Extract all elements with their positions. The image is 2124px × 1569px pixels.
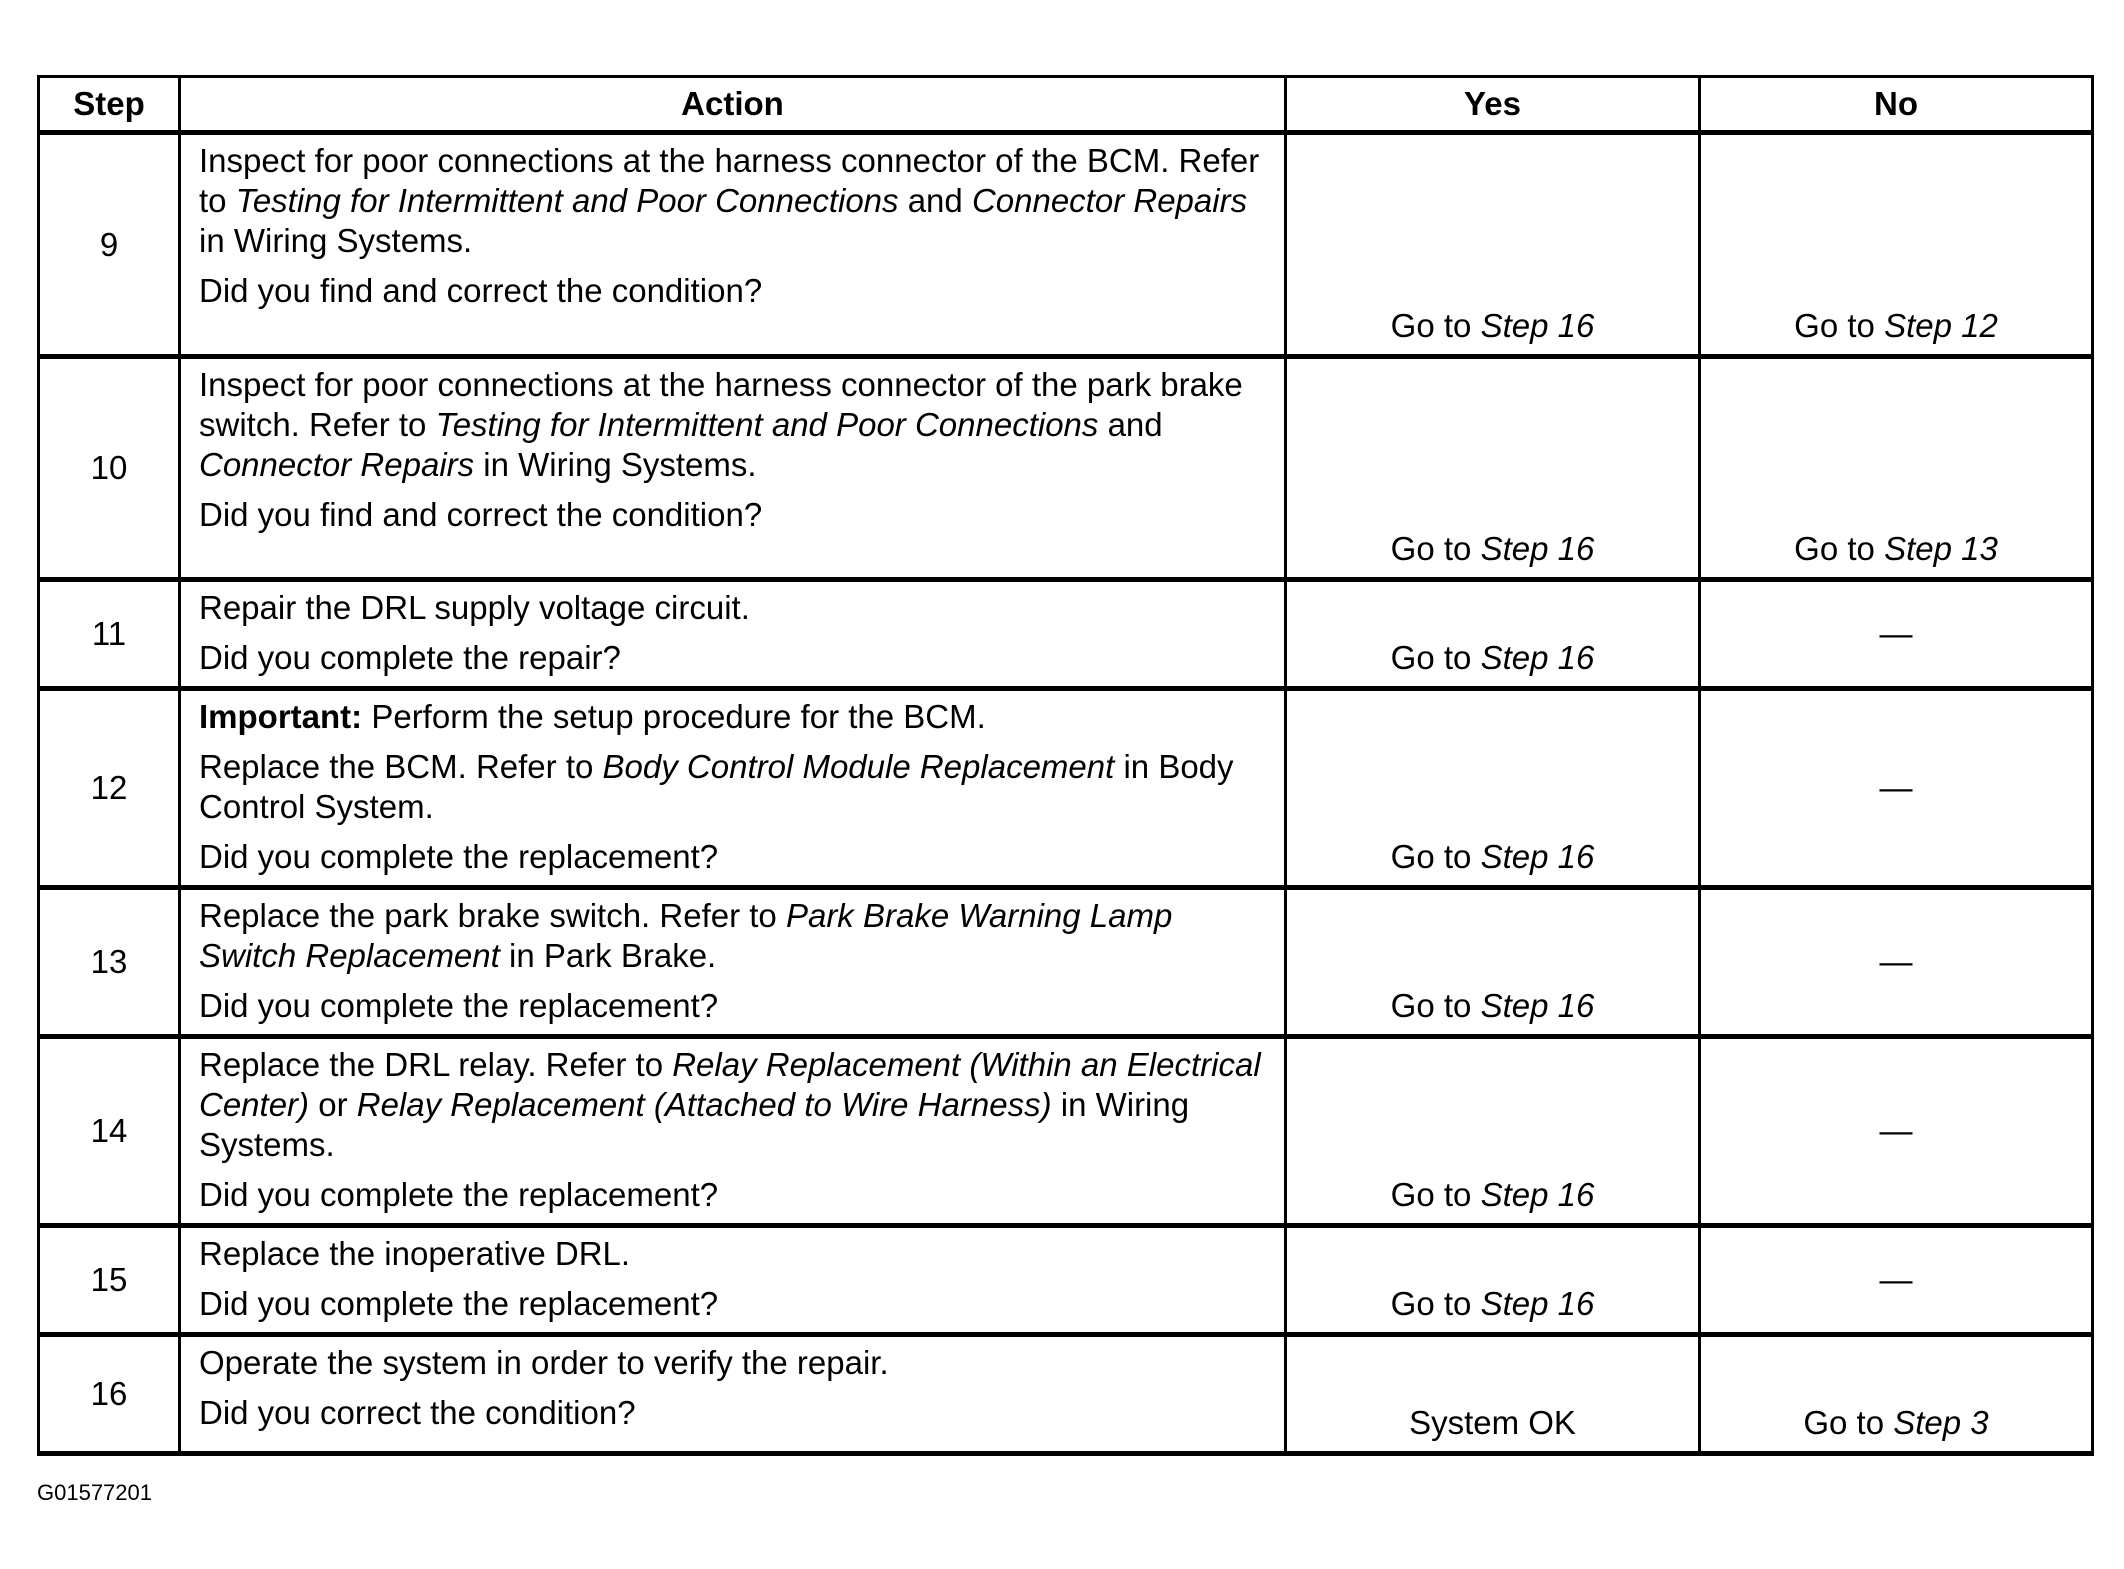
result-text: Go to xyxy=(1390,530,1481,567)
step-number: 13 xyxy=(39,888,180,1037)
table-row xyxy=(39,357,2093,580)
no-result-text xyxy=(1701,529,2091,569)
action-cell xyxy=(180,357,1286,580)
action-paragraph xyxy=(199,495,1270,535)
action-text: Replace the park brake switch. Refer to xyxy=(199,897,786,934)
action-paragraph xyxy=(199,1234,1270,1274)
result-text: Go to xyxy=(1390,307,1481,344)
action-text: Operate the system in order to verify the repair. xyxy=(199,1344,889,1381)
action-text: Did you complete the replacement? xyxy=(199,838,719,875)
result-text: Go to xyxy=(1390,1176,1481,1213)
action-cell xyxy=(180,1226,1286,1335)
action-paragraph xyxy=(199,896,1270,976)
step-number: 14 xyxy=(39,1037,180,1226)
result-text: Step 16 xyxy=(1480,987,1595,1024)
no-result-cell xyxy=(1700,1335,2093,1454)
table-row xyxy=(39,133,2093,357)
no-result-cell xyxy=(1700,689,2093,888)
action-text: Did you correct the condition? xyxy=(199,1394,636,1431)
header-step: Step xyxy=(39,77,180,133)
action-text: Body Control Module Replacement xyxy=(602,748,1115,785)
no-result-cell xyxy=(1700,357,2093,580)
action-paragraph xyxy=(199,588,1270,628)
action-text: Connector Repairs xyxy=(199,446,475,483)
action-text: in Park Brake. xyxy=(499,937,717,974)
no-result-cell xyxy=(1700,580,2093,689)
action-paragraph xyxy=(199,638,1270,678)
result-text: Step 16 xyxy=(1480,639,1595,676)
not-applicable-dash: — xyxy=(1879,1261,1913,1298)
table-row xyxy=(39,1226,2093,1335)
action-paragraph xyxy=(199,986,1270,1026)
action-text: Connector Repairs xyxy=(971,182,1248,219)
not-applicable-dash: — xyxy=(1879,769,1913,806)
action-paragraph xyxy=(199,271,1270,311)
action-cell xyxy=(180,1037,1286,1226)
action-text: Did you complete the replacement? xyxy=(199,1285,719,1322)
no-result-text xyxy=(1701,306,2091,346)
action-paragraph xyxy=(199,1393,1270,1433)
not-applicable-dash: — xyxy=(1879,943,1913,980)
yes-result-text xyxy=(1287,837,1698,877)
action-text: Replace the inoperative DRL. xyxy=(199,1235,631,1272)
yes-result-text xyxy=(1287,1284,1698,1324)
not-applicable-dash: — xyxy=(1879,1112,1913,1149)
action-paragraph xyxy=(199,1343,1270,1383)
step-number: 9 xyxy=(39,133,180,357)
yes-result-text xyxy=(1287,986,1698,1026)
action-text: or xyxy=(309,1086,357,1123)
action-cell xyxy=(180,133,1286,357)
action-text: Replace the BCM. Refer to xyxy=(199,748,603,785)
header-yes: Yes xyxy=(1286,77,1700,133)
yes-result-text xyxy=(1287,1175,1698,1215)
action-cell xyxy=(180,580,1286,689)
header-action: Action xyxy=(180,77,1286,133)
result-text: Step 16 xyxy=(1480,838,1595,875)
action-text: Testing for Intermittent and Poor Connections xyxy=(235,182,899,219)
action-text: Inspect for poor connections at the harness connector of the park brake switch. Refer to xyxy=(199,366,1243,443)
yes-result-cell xyxy=(1286,1335,1700,1454)
yes-result-cell xyxy=(1286,357,1700,580)
yes-result-text xyxy=(1287,529,1698,569)
action-text: Important: xyxy=(199,698,363,735)
action-paragraph xyxy=(199,697,1270,737)
table-header-row xyxy=(39,77,2093,133)
yes-result-cell xyxy=(1286,1226,1700,1335)
action-text: Did you complete the replacement? xyxy=(199,987,719,1024)
result-text: Step 12 xyxy=(1884,307,1998,344)
table-row xyxy=(39,888,2093,1037)
action-text: Perform the setup procedure for the BCM. xyxy=(362,698,986,735)
result-text: Go to xyxy=(1794,530,1885,567)
yes-result-cell xyxy=(1286,888,1700,1037)
action-paragraph xyxy=(199,747,1270,827)
action-paragraph xyxy=(199,365,1270,485)
action-paragraph xyxy=(199,1284,1270,1324)
action-cell xyxy=(180,1335,1286,1454)
table-row xyxy=(39,580,2093,689)
no-result-cell xyxy=(1700,1037,2093,1226)
result-text: Go to xyxy=(1794,307,1885,344)
action-paragraph xyxy=(199,141,1270,261)
result-text: Step 3 xyxy=(1893,1404,1989,1441)
action-text: Replace the DRL relay. Refer to xyxy=(199,1046,673,1083)
action-text: Did you find and correct the condition? xyxy=(199,272,763,309)
yes-result-cell xyxy=(1286,133,1700,357)
no-result-text xyxy=(1701,1403,2091,1443)
no-result-cell xyxy=(1700,888,2093,1037)
action-text: Did you complete the repair? xyxy=(199,639,621,676)
result-text: Go to xyxy=(1390,639,1481,676)
step-number: 10 xyxy=(39,357,180,580)
table-row xyxy=(39,1335,2093,1454)
table-body xyxy=(39,133,2093,1454)
yes-result-text xyxy=(1287,1403,1698,1443)
result-text: Step 16 xyxy=(1480,1176,1595,1213)
result-text: Go to xyxy=(1390,1285,1481,1322)
action-text: in Wiring Systems. xyxy=(474,446,757,483)
result-text: Step 16 xyxy=(1480,530,1595,567)
step-number: 11 xyxy=(39,580,180,689)
result-text: Step 16 xyxy=(1480,307,1595,344)
action-paragraph xyxy=(199,1045,1270,1165)
action-paragraph xyxy=(199,837,1270,877)
action-text: Relay Replacement (Within an Electrical Center) xyxy=(199,1046,1261,1123)
no-result-cell xyxy=(1700,1226,2093,1335)
action-text: and xyxy=(1098,406,1163,443)
result-text: System OK xyxy=(1409,1404,1576,1441)
action-text: Relay Replacement (Attached to Wire Harness) xyxy=(356,1086,1052,1123)
header-no: No xyxy=(1700,77,2093,133)
action-text: in Wiring Systems. xyxy=(199,222,473,259)
action-text: Repair the DRL supply voltage circuit. xyxy=(199,589,750,626)
result-text: Go to xyxy=(1390,987,1481,1024)
result-text: Go to xyxy=(1390,838,1481,875)
yes-result-cell xyxy=(1286,580,1700,689)
result-text: Step 13 xyxy=(1884,530,1998,567)
yes-result-text xyxy=(1287,306,1698,346)
action-text: Did you complete the replacement? xyxy=(199,1176,719,1213)
figure-id: G01577201 xyxy=(37,1480,152,1505)
action-text: Did you find and correct the condition? xyxy=(199,496,763,533)
yes-result-text xyxy=(1287,638,1698,678)
step-number: 12 xyxy=(39,689,180,888)
diagnostic-table-container xyxy=(37,75,2091,1456)
action-cell xyxy=(180,689,1286,888)
action-text: Inspect for poor connections at the harness connector of the BCM. Refer to xyxy=(199,142,1260,219)
action-text: Park Brake Warning Lamp Switch Replacement xyxy=(199,897,1173,974)
not-applicable-dash: — xyxy=(1879,615,1913,652)
action-text: in Wiring Systems. xyxy=(199,1086,1190,1163)
no-result-cell xyxy=(1700,133,2093,357)
step-number: 15 xyxy=(39,1226,180,1335)
action-paragraph xyxy=(199,1175,1270,1215)
diagnostic-table xyxy=(37,75,2094,1456)
table-row xyxy=(39,689,2093,888)
action-text: and xyxy=(898,182,972,219)
result-text: Step 16 xyxy=(1480,1285,1595,1322)
yes-result-cell xyxy=(1286,1037,1700,1226)
action-text: in Body Control System. xyxy=(199,748,1234,825)
action-cell xyxy=(180,888,1286,1037)
yes-result-cell xyxy=(1286,689,1700,888)
table-row xyxy=(39,1037,2093,1226)
action-text: Testing for Intermittent and Poor Connections xyxy=(435,406,1099,443)
result-text: Go to xyxy=(1803,1404,1894,1441)
step-number: 16 xyxy=(39,1335,180,1454)
